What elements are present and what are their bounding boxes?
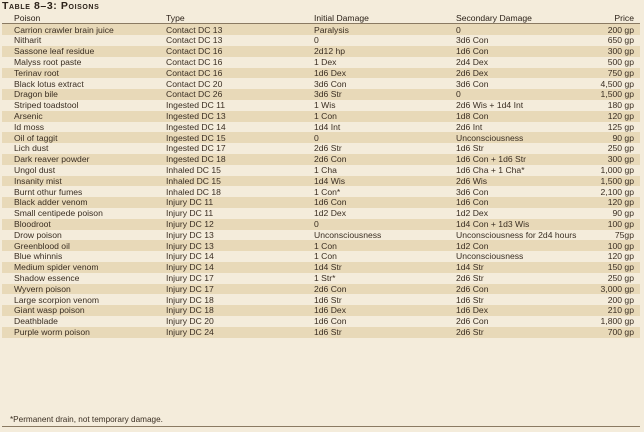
table-row bbox=[2, 262, 640, 273]
cell-secondary-damage: 1d6 Con + 1d6 Str bbox=[444, 154, 582, 165]
cell-price: 1,500 gp bbox=[582, 176, 640, 187]
cell-type: Injury DC 12 bbox=[154, 219, 302, 230]
cell-secondary-damage: 1d6 Str bbox=[444, 294, 582, 305]
cell-secondary-damage: 2d6 Str bbox=[444, 273, 582, 284]
table-row bbox=[2, 208, 640, 219]
cell-initial-damage: 1d6 Con bbox=[302, 316, 444, 327]
table-row bbox=[2, 132, 640, 143]
cell-initial-damage: 2d6 Con bbox=[302, 284, 444, 295]
cell-poison: Blue whinnis bbox=[2, 251, 154, 262]
cell-price: 100 gp bbox=[582, 240, 640, 251]
cell-secondary-damage: 0 bbox=[444, 24, 582, 35]
cell-initial-damage: 3d6 Str bbox=[302, 89, 444, 100]
cell-initial-damage: 1 Con bbox=[302, 240, 444, 251]
cell-price: 200 gp bbox=[582, 24, 640, 35]
cell-poison: Striped toadstool bbox=[2, 100, 154, 111]
cell-initial-damage: 1d6 Dex bbox=[302, 68, 444, 79]
cell-initial-damage: 2d6 Str bbox=[302, 143, 444, 154]
cell-price: 75gp bbox=[582, 230, 640, 241]
table-row bbox=[2, 46, 640, 57]
cell-price: 250 gp bbox=[582, 273, 640, 284]
cell-type: Contact DC 26 bbox=[154, 89, 302, 100]
cell-poison: Greenblood oil bbox=[2, 240, 154, 251]
cell-type: Contact DC 20 bbox=[154, 78, 302, 89]
cell-initial-damage: 1 Con bbox=[302, 251, 444, 262]
cell-price: 125 gp bbox=[582, 122, 640, 133]
cell-poison: Sassone leaf residue bbox=[2, 46, 154, 57]
cell-price: 120 gp bbox=[582, 251, 640, 262]
col-header-type: Type bbox=[154, 13, 302, 24]
cell-secondary-damage: 1d2 Con bbox=[444, 240, 582, 251]
cell-secondary-damage: 1d6 Con bbox=[444, 46, 582, 57]
cell-price: 210 gp bbox=[582, 305, 640, 316]
table-title: Table 8–3: Poisons bbox=[2, 0, 100, 12]
cell-initial-damage: 1d2 Dex bbox=[302, 208, 444, 219]
table-row bbox=[2, 35, 640, 46]
table-row bbox=[2, 273, 640, 284]
cell-initial-damage: 1 Dex bbox=[302, 57, 444, 68]
cell-type: Contact DC 13 bbox=[154, 24, 302, 35]
cell-type: Injury DC 17 bbox=[154, 284, 302, 295]
table-header-row bbox=[2, 13, 640, 24]
cell-type: Contact DC 13 bbox=[154, 35, 302, 46]
cell-poison: Drow poison bbox=[2, 230, 154, 241]
cell-price: 3,000 gp bbox=[582, 284, 640, 295]
cell-secondary-damage: Unconsciousness bbox=[444, 132, 582, 143]
table-row bbox=[2, 89, 640, 100]
table-row bbox=[2, 68, 640, 79]
table-row bbox=[2, 176, 640, 187]
cell-type: Injury DC 20 bbox=[154, 316, 302, 327]
cell-poison: Insanity mist bbox=[2, 176, 154, 187]
cell-price: 300 gp bbox=[582, 46, 640, 57]
table-row bbox=[2, 186, 640, 197]
cell-poison: Dark reaver powder bbox=[2, 154, 154, 165]
cell-poison: Burnt othur fumes bbox=[2, 186, 154, 197]
cell-initial-damage: 1d4 Int bbox=[302, 122, 444, 133]
cell-price: 1,500 gp bbox=[582, 89, 640, 100]
cell-initial-damage: 1d4 Str bbox=[302, 262, 444, 273]
cell-poison: Id moss bbox=[2, 122, 154, 133]
table-row bbox=[2, 57, 640, 68]
cell-poison: Lich dust bbox=[2, 143, 154, 154]
table-row bbox=[2, 78, 640, 89]
poisons-table bbox=[2, 13, 640, 338]
cell-type: Injury DC 24 bbox=[154, 327, 302, 338]
cell-type: Contact DC 16 bbox=[154, 57, 302, 68]
table-row bbox=[2, 327, 640, 338]
cell-initial-damage: Unconsciousness bbox=[302, 230, 444, 241]
cell-initial-damage: 3d6 Con bbox=[302, 78, 444, 89]
cell-type: Injury DC 17 bbox=[154, 273, 302, 284]
cell-secondary-damage: 1d4 Con + 1d3 Wis bbox=[444, 219, 582, 230]
cell-secondary-damage: 2d6 Wis bbox=[444, 176, 582, 187]
cell-initial-damage: 1 Con* bbox=[302, 186, 444, 197]
cell-price: 750 gp bbox=[582, 68, 640, 79]
table-row bbox=[2, 305, 640, 316]
cell-type: Contact DC 16 bbox=[154, 46, 302, 57]
cell-secondary-damage: 2d6 Dex bbox=[444, 68, 582, 79]
cell-initial-damage: Paralysis bbox=[302, 24, 444, 35]
cell-price: 500 gp bbox=[582, 57, 640, 68]
cell-initial-damage: 1d4 Wis bbox=[302, 176, 444, 187]
cell-secondary-damage: 2d6 Str bbox=[444, 327, 582, 338]
cell-type: Ingested DC 17 bbox=[154, 143, 302, 154]
cell-poison: Dragon bile bbox=[2, 89, 154, 100]
cell-poison: Ungol dust bbox=[2, 165, 154, 176]
cell-secondary-damage: Unconsciousness bbox=[444, 251, 582, 262]
cell-type: Ingested DC 13 bbox=[154, 111, 302, 122]
cell-secondary-damage: 1d6 Str bbox=[444, 143, 582, 154]
cell-price: 90 gp bbox=[582, 132, 640, 143]
footnote: *Permanent drain, not temporary damage. bbox=[10, 415, 163, 424]
cell-secondary-damage: 1d4 Str bbox=[444, 262, 582, 273]
cell-type: Ingested DC 11 bbox=[154, 100, 302, 111]
cell-price: 1,000 gp bbox=[582, 165, 640, 176]
cell-price: 200 gp bbox=[582, 294, 640, 305]
col-header-price: Price bbox=[582, 13, 640, 24]
cell-secondary-damage: 2d6 Con bbox=[444, 316, 582, 327]
cell-price: 120 gp bbox=[582, 197, 640, 208]
table-row bbox=[2, 230, 640, 241]
cell-price: 90 gp bbox=[582, 208, 640, 219]
cell-type: Inhaled DC 15 bbox=[154, 165, 302, 176]
table-row bbox=[2, 197, 640, 208]
cell-initial-damage: 1 Wis bbox=[302, 100, 444, 111]
cell-secondary-damage: 3d6 Con bbox=[444, 78, 582, 89]
cell-poison: Small centipede poison bbox=[2, 208, 154, 219]
cell-initial-damage: 2d6 Con bbox=[302, 154, 444, 165]
cell-secondary-damage: 2d6 Wis + 1d4 Int bbox=[444, 100, 582, 111]
table-row bbox=[2, 111, 640, 122]
cell-initial-damage: 1 Con bbox=[302, 111, 444, 122]
cell-poison: Bloodroot bbox=[2, 219, 154, 230]
table-row bbox=[2, 316, 640, 327]
cell-secondary-damage: 2d6 Con bbox=[444, 284, 582, 295]
cell-secondary-damage: 1d6 Dex bbox=[444, 305, 582, 316]
cell-type: Injury DC 13 bbox=[154, 240, 302, 251]
table-row bbox=[2, 122, 640, 133]
cell-initial-damage: 1d6 Dex bbox=[302, 305, 444, 316]
cell-initial-damage: 1d6 Str bbox=[302, 327, 444, 338]
cell-poison: Large scorpion venom bbox=[2, 294, 154, 305]
cell-poison: Purple worm poison bbox=[2, 327, 154, 338]
cell-initial-damage: 0 bbox=[302, 132, 444, 143]
cell-poison: Deathblade bbox=[2, 316, 154, 327]
bottom-rule bbox=[2, 426, 640, 427]
table-row bbox=[2, 154, 640, 165]
table-row bbox=[2, 24, 640, 35]
cell-secondary-damage: 2d4 Dex bbox=[444, 57, 582, 68]
cell-type: Injury DC 14 bbox=[154, 262, 302, 273]
cell-type: Injury DC 11 bbox=[154, 208, 302, 219]
cell-secondary-damage: 3d6 Con bbox=[444, 35, 582, 46]
cell-type: Ingested DC 14 bbox=[154, 122, 302, 133]
cell-initial-damage: 2d12 hp bbox=[302, 46, 444, 57]
cell-secondary-damage: 0 bbox=[444, 89, 582, 100]
table-row bbox=[2, 284, 640, 295]
table-row bbox=[2, 219, 640, 230]
cell-price: 1,800 gp bbox=[582, 316, 640, 327]
cell-poison: Nitharit bbox=[2, 35, 154, 46]
cell-type: Injury DC 18 bbox=[154, 305, 302, 316]
col-header-initial-damage: Initial Damage bbox=[302, 13, 444, 24]
cell-type: Inhaled DC 18 bbox=[154, 186, 302, 197]
cell-type: Inhaled DC 15 bbox=[154, 176, 302, 187]
cell-price: 120 gp bbox=[582, 111, 640, 122]
cell-price: 650 gp bbox=[582, 35, 640, 46]
cell-type: Injury DC 14 bbox=[154, 251, 302, 262]
cell-poison: Black adder venom bbox=[2, 197, 154, 208]
cell-poison: Arsenic bbox=[2, 111, 154, 122]
cell-poison: Wyvern poison bbox=[2, 284, 154, 295]
cell-secondary-damage: 1d2 Dex bbox=[444, 208, 582, 219]
col-header-secondary-damage: Secondary Damage bbox=[444, 13, 582, 24]
cell-price: 700 gp bbox=[582, 327, 640, 338]
cell-initial-damage: 0 bbox=[302, 35, 444, 46]
cell-secondary-damage: 2d6 Int bbox=[444, 122, 582, 133]
cell-secondary-damage: Unconsciousness for 2d4 hours bbox=[444, 230, 582, 241]
cell-poison: Medium spider venom bbox=[2, 262, 154, 273]
cell-price: 2,100 gp bbox=[582, 186, 640, 197]
cell-secondary-damage: 1d8 Con bbox=[444, 111, 582, 122]
cell-price: 4,500 gp bbox=[582, 78, 640, 89]
cell-poison: Terinav root bbox=[2, 68, 154, 79]
table-row bbox=[2, 100, 640, 111]
cell-poison: Shadow essence bbox=[2, 273, 154, 284]
cell-poison: Oil of taggit bbox=[2, 132, 154, 143]
cell-secondary-damage: 1d6 Con bbox=[444, 197, 582, 208]
cell-poison: Giant wasp poison bbox=[2, 305, 154, 316]
cell-type: Injury DC 13 bbox=[154, 230, 302, 241]
cell-initial-damage: 1d6 Con bbox=[302, 197, 444, 208]
cell-poison: Black lotus extract bbox=[2, 78, 154, 89]
cell-type: Ingested DC 15 bbox=[154, 132, 302, 143]
cell-secondary-damage: 1d6 Cha + 1 Cha* bbox=[444, 165, 582, 176]
table-row bbox=[2, 251, 640, 262]
table-row bbox=[2, 143, 640, 154]
cell-type: Ingested DC 18 bbox=[154, 154, 302, 165]
cell-price: 150 gp bbox=[582, 262, 640, 273]
cell-type: Injury DC 11 bbox=[154, 197, 302, 208]
cell-secondary-damage: 3d6 Con bbox=[444, 186, 582, 197]
cell-poison: Carrion crawler brain juice bbox=[2, 24, 154, 35]
cell-price: 300 gp bbox=[582, 154, 640, 165]
cell-initial-damage: 0 bbox=[302, 219, 444, 230]
col-header-poison: Poison bbox=[2, 13, 154, 24]
cell-initial-damage: 1d6 Str bbox=[302, 294, 444, 305]
cell-price: 180 gp bbox=[582, 100, 640, 111]
table-row bbox=[2, 240, 640, 251]
cell-initial-damage: 1 Str* bbox=[302, 273, 444, 284]
table-row bbox=[2, 165, 640, 176]
table-row bbox=[2, 294, 640, 305]
cell-price: 100 gp bbox=[582, 219, 640, 230]
cell-poison: Malyss root paste bbox=[2, 57, 154, 68]
cell-price: 250 gp bbox=[582, 143, 640, 154]
cell-type: Injury DC 18 bbox=[154, 294, 302, 305]
cell-initial-damage: 1 Cha bbox=[302, 165, 444, 176]
cell-type: Contact DC 16 bbox=[154, 68, 302, 79]
